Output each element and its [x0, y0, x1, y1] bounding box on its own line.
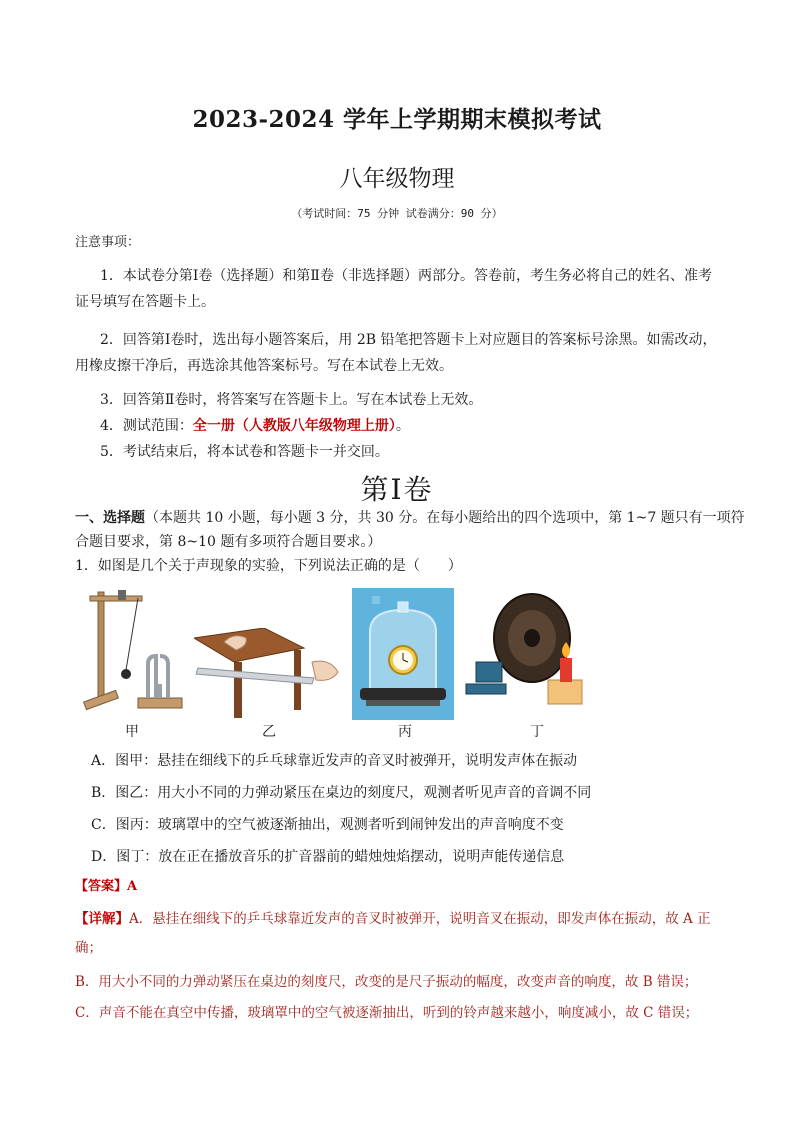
- figure-label-ding: 丁: [530, 724, 544, 740]
- notice-item-1-cont: 证号填写在答题卡上。: [75, 294, 215, 310]
- option-b: B．图乙：用大小不同的力弹动紧压在桌边的刻度尺，观测者听见声音的音调不同: [91, 785, 592, 801]
- detail-line-4: C．声音不能在真空中传播，玻璃罩中的空气被逐渐抽出，听到的铃声越来越小，响度减小，故 C 错误；: [75, 1005, 699, 1021]
- part1-label: 一、选择题: [75, 510, 145, 526]
- figure-label-yi: 乙: [262, 724, 276, 740]
- part1-instructions: [75, 508, 745, 528]
- detail-line-1: [75, 909, 711, 929]
- section-title: 第Ⅰ卷: [360, 473, 434, 506]
- figure-ding: [462, 592, 586, 710]
- notice-item-5: 5．考试结束后，将本试卷和答题卡一并交回。: [100, 444, 389, 460]
- option-c: C．图丙：玻璃罩中的空气被逐渐抽出，观测者听到闹钟发出的声音响度不变: [91, 817, 564, 833]
- notice-item-4-suffix: 。: [395, 418, 410, 434]
- answer: [75, 877, 137, 897]
- question-1-stem: 1．如图是几个关于声现象的实验，下列说法正确的是（ ）: [75, 558, 462, 574]
- answer-label: 【答案】: [75, 879, 128, 894]
- figure-yi: [194, 628, 344, 718]
- figure-label-jia: 甲: [125, 724, 139, 740]
- exam-subject: 八年级物理: [339, 166, 455, 192]
- notice-item-4-prefix: 4．测试范围：: [100, 418, 193, 434]
- figure-bing: [352, 588, 454, 720]
- answer-value: A: [127, 879, 138, 894]
- detail-line-2: 确；: [75, 940, 102, 956]
- notice-item-2-cont: 用橡皮擦干净后，再选涂其他答案标号。写在本试卷上无效。: [75, 358, 453, 374]
- figure-jia: [78, 588, 190, 718]
- notice-heading: 注意事项：: [75, 235, 141, 250]
- part1-desc-cont: 合题目要求，第 8~10 题有多项符合题目要求。）: [75, 534, 382, 550]
- notice-item-3: 3．回答第Ⅱ卷时，将答案写在答题卡上。写在本试卷上无效。: [100, 392, 483, 408]
- option-a: A．图甲：悬挂在细线下的乒乓球靠近发声的音叉时被弹开，说明发声体在振动: [91, 753, 578, 769]
- notice-item-2: 2．回答第Ⅰ卷时，选出每小题答案后，用 2B 铅笔把答题卡上对应题目的答案标号涂黑。如需改动，: [100, 332, 717, 348]
- detail-text-1: A．悬挂在细线下的乒乓球靠近发声的音叉时被弹开，说明音叉在振动，即发声体在振动，故 A 正: [129, 911, 711, 927]
- notice-item-4: [100, 416, 410, 436]
- option-d: D．图丁：放在正在播放音乐的扩音器前的蜡烛烛焰摆动，说明声能传递信息: [91, 849, 565, 865]
- notice-item-4-range: 全一册（人教版八年级物理上册）: [192, 418, 396, 434]
- exam-meta: （考试时间：75 分钟 试卷满分：90 分）: [291, 207, 503, 220]
- figure-label-bing: 丙: [398, 724, 412, 740]
- detail-label: 【详解】: [75, 911, 129, 927]
- detail-line-3: B．用大小不同的力弹动紧压在桌边的刻度尺，改变的是尺子振动的幅度，改变声音的响度，故 B 错误；: [75, 974, 698, 990]
- notice-item-1: 1．本试卷分第Ⅰ卷（选择题）和第Ⅱ卷（非选择题）两部分。答卷前，考生务必将自己的姓名、准考: [100, 268, 712, 284]
- exam-title: 2023-2024 学年上学期期末模拟考试: [192, 106, 602, 133]
- part1-desc: （本题共 10 小题，每小题 3 分，共 30 分。在每小题给出的四个选项中，第 1~7 题只有一项符: [145, 510, 745, 526]
